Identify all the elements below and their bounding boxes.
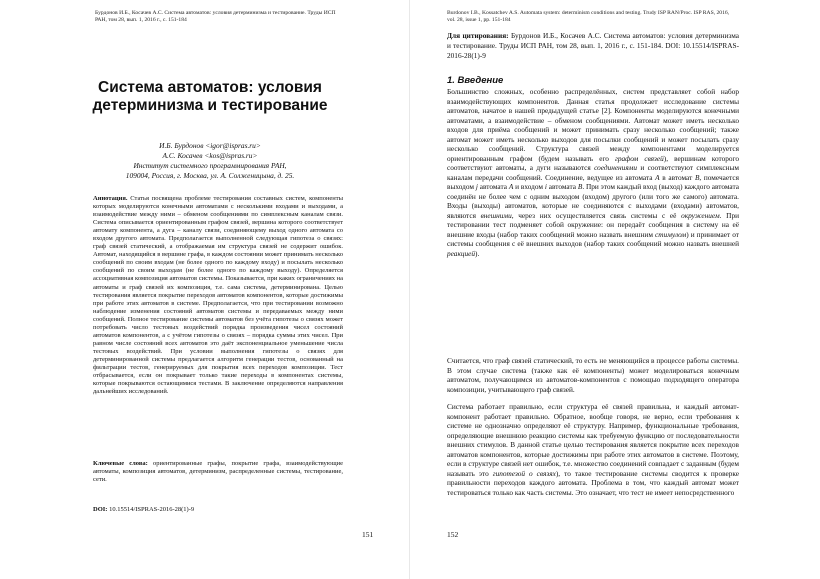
term-graph-of-links: графом связей: [614, 153, 664, 163]
citation-label: Для цитирования:: [447, 31, 509, 40]
left-running-header: Бурдонов И.Б., Косачев А.С. Система автоматов: условия детерминизма и тестирование. Труды ИСП РАН, том 28, вып. 1, 2016 г., с. 151-184: [95, 10, 336, 24]
var-b: B: [577, 182, 583, 191]
text: в автомат: [659, 172, 695, 182]
article-title: Система автоматов: условия детерминизма и тестирование: [92, 79, 328, 114]
doi: [93, 506, 194, 513]
citation-block: [447, 31, 739, 71]
address: 109004, Россия, г. Москва, ул. А. Солженицына, д. 25.: [125, 171, 295, 180]
text: ), вершинам которого соответствуют автоматы, а дуги называются: [447, 153, 739, 172]
text: ).: [475, 248, 480, 258]
section-heading: 1. Введение: [447, 75, 504, 86]
abstract: [93, 195, 343, 455]
var-a: A: [508, 182, 514, 191]
term-environment: окружением: [681, 210, 720, 220]
intro-paragraph-1: [447, 87, 739, 357]
text: , помечается выходом: [447, 172, 739, 191]
page-number-left: 151: [362, 530, 374, 539]
right-page: [410, 0, 820, 579]
var-b: B: [694, 172, 700, 182]
var-j: j: [475, 182, 478, 191]
doi-label: DOI:: [93, 506, 108, 513]
text: и входом: [513, 182, 545, 191]
text: Большинство сложных, особенно распределённых, систем представляет собой набор взаимодействующих компонентов. Данная статья продолжает исследование системы автоматов, начатое в нашей предыдущей статье [2]. Компоненты моделируются конечными автоматами, а взаимодействие – обменом сообщениями. Автомат может иметь несколько входов для приёма сообщений и может принимать сразу несколько сообщений; также автомат может иметь несколько выходов для посылки сообщений и может посылать сразу несколько сообщений. Структура связей между компонентами моделируется ориентированным графом (будем называть его: [447, 87, 739, 163]
abstract-label: Аннотация.: [93, 195, 128, 202]
keywords-label: Ключевые слова:: [93, 460, 148, 467]
term-connections: соединениями: [594, 163, 638, 172]
text: Система работает правильно, если структура её связей правильна, и каждый автомат-компонент работает правильно. Обратное, вообще говоря, не верно, если требования к системе не однозначно определяют её структуру. Например, функциональные требования, определяющие внешнюю реакцию системы как требуемую функцию от последовательности внешних стимулов. В данной статье целью тестирования является покрытие всех переходов автоматов компонентов, которые достижимы при работе этих автоматов в системе. Поэтому, если в структуре связей нет ошибок, т.е. множество соединений совпадает с заданным (будем называть это: [447, 402, 739, 478]
term-link-hypothesis: гипотезой о связях: [492, 468, 556, 478]
var-a: A: [655, 172, 660, 182]
text: ), то такое тестирование системы сводится к проверке правильности переходов каждого автомата. Проблема в том, что каждый автомат может тестироваться только как часть системы. Это означает, что тест не имеет непосредственного: [447, 468, 740, 497]
abstract-text: Статья посвящена проблеме тестирования составных систем, компоненты которых моделируются конечными автоматами с несколькими входами и выходами, а взаимодействие между ними – обменом сообщениями по симплексным каналам связи. Система описывается ориентированным графом связей, вершина которого соответствует автомату компонента, а дуга – каналу связи, соединяющему выход одного автомата со входом другого автомата. Предполагается выполненной следующая гипотеза о связях: граф связей статический, а отображаемая им структура связей не содержит ошибок. Автомат, находящийся в вершине графа, в каждом состоянии может принимать несколько сообщений по своим входам (не более одного по каждому входу) и посылать несколько сообщений по своим выходам (не более одного по каждому выходу). Определяется ассоциативная композиция автоматов системы. Показывается, при каких ограничениях на автоматы и граф связей их композиция, т.е. сама система, детерминирована. Целью тестирования является покрытие переходов автоматов компонентов, которые достижимы при работе этих автоматов в системе. Предполагается, что при тестировании возможно наблюдение изменения состояний автоматов системы и передаваемых между ними сообщений. Полное тестирование системы автоматов без учёта гипотезы о связях может потребовать число тестовых воздействий порядка произведения чисел состояний автоматов компонентов, а с учётом гипотезы о связях – порядка суммы этих чисел. При равном числе состояний всех автоматов это даёт экспоненциальное уменьшение числа тестовых воздействий. При условии выполнения гипотезы о связях для детерминированной системы предлагается алгоритм генерации тестов, основанный на фильтрации тестов, генерируемых для покрытия всех переходов композиции. Тест отбрасывается, если он покрывает только такие переходы в компонентах системы, которые покрываются остающимися тестами. В заключение определяются направления дальнейших исследований.: [93, 195, 343, 396]
citation-text: Бурдонов И.Б., Косачев А.С. Система автоматов: условия детерминизма и тестирование. Труды ИСП РАН, том 28, вып. 1, 2016 г., с. 151-184. DOI: 10.15514/ISPRAS-2016-28(1)-9: [447, 31, 739, 60]
keywords: [93, 460, 343, 494]
right-running-header: Burdonov I.B., Kossatchev A.S. Automata system: determinism conditions and testing. Trudy ISP RAN/Proc. ISP RAS, 2016, vol. 28, issue 1, pp. 151-184: [447, 10, 730, 24]
author-1: И.Б. Бурдонов <igor@ispras.ru>: [159, 141, 261, 150]
intro-paragraph-3: [447, 402, 739, 542]
keywords-text: ориентированные графы, покрытие графа, взаимодействующие автоматы, композиция автоматов, детерминизм, распределенные системы, тестирование, сети.: [93, 460, 343, 484]
text: . При этом каждый вход (выход) каждого автомата соединён не более чем с одним выходом (входом) другого (или того же самого) автомата. Входы (выходы) автоматов, которые не соединяются с выходами (входами) автоматов, являются: [447, 182, 739, 220]
intro-paragraph-2: Считается, что граф связей статический, то есть не меняющийся в процессе работы системы. В этом случае система (также как её компоненты) может моделироваться конечным автоматом, получающимся из автоматов-компонентов с помощью подходящего оператора композиции, учитывающего граф связей.: [447, 356, 739, 394]
term-reaction: реакцией: [447, 248, 476, 258]
text: автомата: [546, 182, 578, 191]
term-stimulus: стимулом: [655, 229, 687, 239]
institute: Институт системного программирования РАН,: [133, 161, 287, 170]
text: автомата: [477, 182, 509, 191]
text: ) и принимает от системы сообщения с её внешних выходов (набор таких сообщений можно назвать внешней: [447, 229, 739, 248]
text: . При тестировании тест подменяет собой окружение: он передаёт сообщения в систему на её внешние входы (набор таких сообщений можно назвать внешним: [447, 210, 739, 239]
text: , через них осуществляется связь системы с её: [511, 210, 682, 220]
author-2: А.С. Косачев <kos@ispras.ru>: [162, 151, 258, 160]
page-number-right: 152: [447, 530, 459, 539]
var-i: i: [544, 182, 547, 191]
doi-value: 10.15514/ISPRAS-2016-28(1)-9: [107, 506, 195, 513]
authors-block: [90, 141, 330, 181]
term-external: внешними: [480, 210, 512, 220]
text: и соответствуют симплексным каналам передачи сообщений. Соединение, ведущее из автомата: [447, 163, 739, 182]
